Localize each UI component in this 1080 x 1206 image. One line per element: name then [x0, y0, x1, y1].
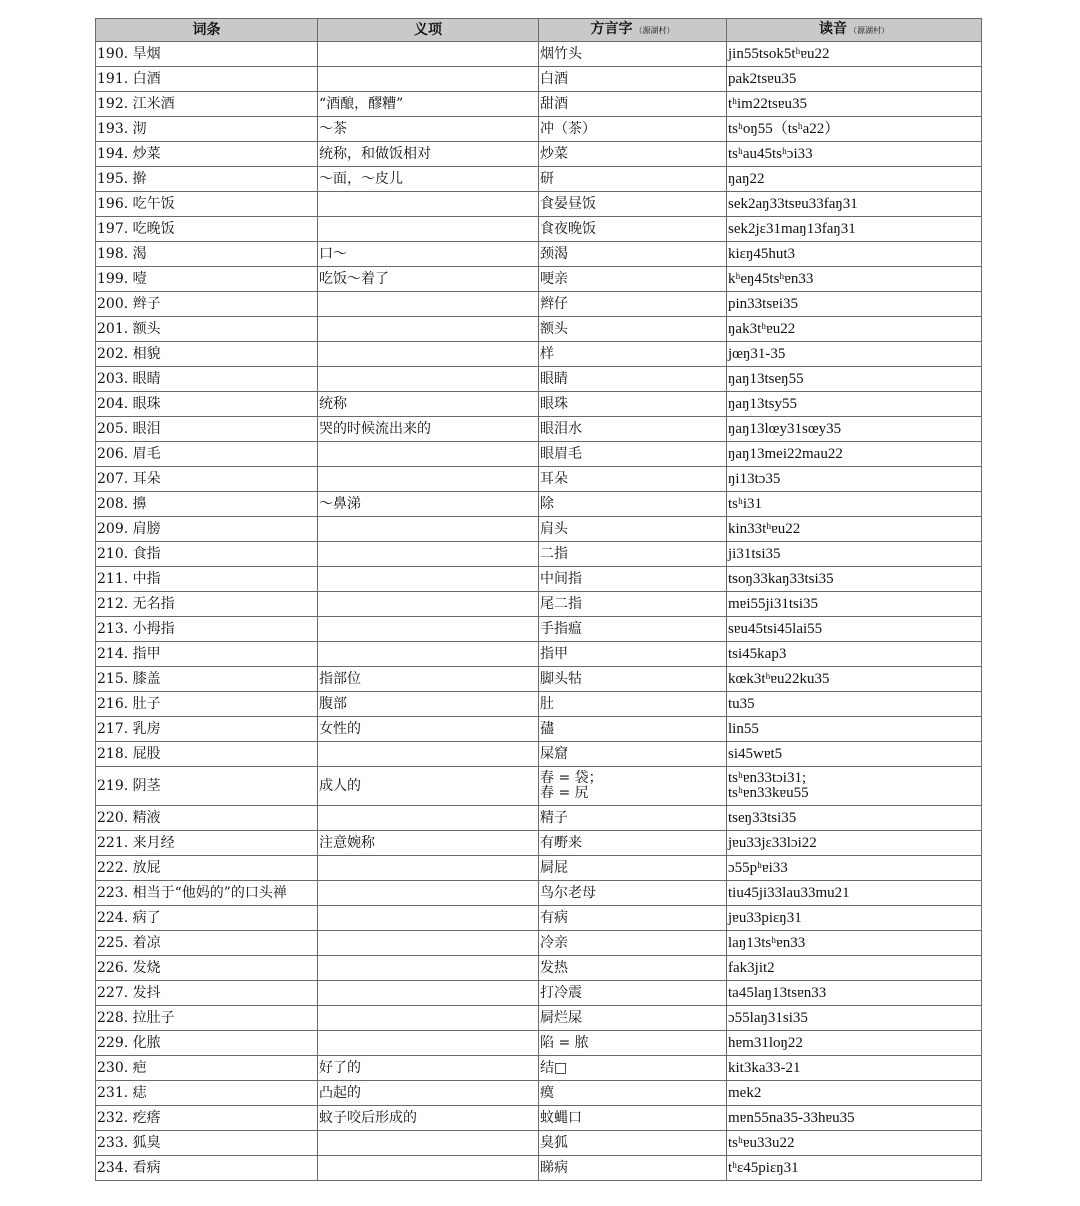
- pronunciation-cell: kœk3tʰɐu22ku35: [727, 667, 982, 692]
- sense-cell: [318, 192, 539, 217]
- entry-cell: 197. 吃晚饭: [96, 217, 318, 242]
- sense-cell: [318, 881, 539, 906]
- table-body: [96, 42, 982, 1181]
- sense-cell: 指部位: [318, 667, 539, 692]
- table-row: [96, 117, 982, 142]
- entry-cell: 215. 膝盖: [96, 667, 318, 692]
- header-sense: 义项: [318, 19, 539, 42]
- dialect-char-cell: 瘼: [539, 1081, 727, 1106]
- entry-cell: 232. 疙瘩: [96, 1106, 318, 1131]
- sense-cell: [318, 1131, 539, 1156]
- entry-cell: 206. 眉毛: [96, 442, 318, 467]
- sense-cell: [318, 567, 539, 592]
- entry-cell: 219. 阴茎: [96, 767, 318, 806]
- entry-cell: 194. 炒菜: [96, 142, 318, 167]
- dialect-char-cell: 食夜晚饭: [539, 217, 727, 242]
- entry-cell: 221. 来月经: [96, 831, 318, 856]
- pronunciation-cell: kʰeŋ45tsʰɐn33: [727, 267, 982, 292]
- pronunciation-cell: tsʰau45tsʰɔi33: [727, 142, 982, 167]
- table-row: [96, 856, 982, 881]
- dialect-char-cell: 眼泪水: [539, 417, 727, 442]
- pronunciation-cell: tu35: [727, 692, 982, 717]
- table-row: [96, 806, 982, 831]
- entry-cell: 212. 无名指: [96, 592, 318, 617]
- pronunciation-cell: tseŋ33tsi35: [727, 806, 982, 831]
- pronunciation-cell: tsʰɐu33u22: [727, 1131, 982, 1156]
- table-header-row: [96, 19, 982, 42]
- sense-cell: 注意婉称: [318, 831, 539, 856]
- pronunciation-cell: sɐu45tsi45lai55: [727, 617, 982, 642]
- dialect-char-cell: 有病: [539, 906, 727, 931]
- entry-cell: 233. 狐臭: [96, 1131, 318, 1156]
- entry-cell: 191. 白酒: [96, 67, 318, 92]
- dialect-char-cell: 额头: [539, 317, 727, 342]
- entry-cell: 226. 发烧: [96, 956, 318, 981]
- table-row: [96, 667, 982, 692]
- pronunciation-cell: mɐn55na35-33hɐu35: [727, 1106, 982, 1131]
- dialect-char-cell: 鸟尔老母: [539, 881, 727, 906]
- sense-cell: 统称: [318, 392, 539, 417]
- table-row: [96, 42, 982, 67]
- entry-cell: 220. 精液: [96, 806, 318, 831]
- table-row: [96, 1106, 982, 1131]
- pronunciation-cell: tsoŋ33kaŋ33tsi35: [727, 567, 982, 592]
- entry-cell: 199. 噎: [96, 267, 318, 292]
- table-row: [96, 267, 982, 292]
- dialect-char-cell: 精子: [539, 806, 727, 831]
- entry-cell: 209. 肩膀: [96, 517, 318, 542]
- dialect-char-cell: 脚头牯: [539, 667, 727, 692]
- dialect-char-cell: 肚: [539, 692, 727, 717]
- sense-cell: ～面，～皮儿: [318, 167, 539, 192]
- sense-cell: [318, 442, 539, 467]
- sense-cell: [318, 67, 539, 92]
- sense-cell: [318, 367, 539, 392]
- dialect-word-table: [95, 18, 982, 1181]
- pronunciation-cell: ŋaŋ13mei22mau22: [727, 442, 982, 467]
- sense-cell: 好了的: [318, 1056, 539, 1081]
- sense-cell: 蚊子咬后形成的: [318, 1106, 539, 1131]
- dialect-char-cell: 结□: [539, 1056, 727, 1081]
- sense-cell: 腹部: [318, 692, 539, 717]
- entry-cell: 208. 擤: [96, 492, 318, 517]
- dialect-char-cell: 除: [539, 492, 727, 517]
- dialect-char-cell: 打冷震: [539, 981, 727, 1006]
- table-row: [96, 517, 982, 542]
- dialect-char-cell: 屙屁: [539, 856, 727, 881]
- entry-cell: 229. 化脓: [96, 1031, 318, 1056]
- dialect-char-cell: 炒菜: [539, 142, 727, 167]
- pronunciation-cell: sek2jɛ31maŋ13faŋ31: [727, 217, 982, 242]
- entry-cell: 211. 中指: [96, 567, 318, 592]
- dialect-char-cell: 二指: [539, 542, 727, 567]
- table-row: [96, 931, 982, 956]
- entry-cell: 203. 眼睛: [96, 367, 318, 392]
- pronunciation-cell: tsʰɐn33tɔi31; tsʰɐn33kɐu55: [727, 767, 982, 806]
- table-row: [96, 317, 982, 342]
- pronunciation-cell: pin33tsɐi35: [727, 292, 982, 317]
- sense-cell: [318, 742, 539, 767]
- pronunciation-cell: mɐi55ji31tsi35: [727, 592, 982, 617]
- dialect-char-cell: 孻: [539, 717, 727, 742]
- table-row: [96, 442, 982, 467]
- table-row: [96, 906, 982, 931]
- sense-cell: 成人的: [318, 767, 539, 806]
- dialect-char-cell: 甜酒: [539, 92, 727, 117]
- dialect-char-cell: 春 = 袋； 春 = 尻: [539, 767, 727, 806]
- pronunciation-cell: tiu45ji33lau33mu21: [727, 881, 982, 906]
- pronunciation-cell: jin55tsok5tʰɐu22: [727, 42, 982, 67]
- dialect-char-cell: 蚊蝿口: [539, 1106, 727, 1131]
- dialect-char-cell: 有嘢来: [539, 831, 727, 856]
- table-row: [96, 956, 982, 981]
- pronunciation-cell: tʰɛ45piɛŋ31: [727, 1156, 982, 1181]
- table-row: [96, 717, 982, 742]
- sense-cell: 哭的时候流出来的: [318, 417, 539, 442]
- sense-cell: [318, 542, 539, 567]
- sense-cell: [318, 931, 539, 956]
- pronunciation-cell: kit3ka33-21: [727, 1056, 982, 1081]
- pronunciation-cell: ta45laŋ13tsɐn33: [727, 981, 982, 1006]
- sense-cell: ～茶: [318, 117, 539, 142]
- entry-cell: 230. 疤: [96, 1056, 318, 1081]
- dialect-char-cell: 白酒: [539, 67, 727, 92]
- dialect-char-cell: 冲（茶）: [539, 117, 727, 142]
- sense-cell: [318, 42, 539, 67]
- table-row: [96, 881, 982, 906]
- table-row: [96, 1006, 982, 1031]
- dialect-char-cell: 烟竹头: [539, 42, 727, 67]
- pronunciation-cell: ŋaŋ13tseŋ55: [727, 367, 982, 392]
- dialect-char-cell: 睇病: [539, 1156, 727, 1181]
- entry-cell: 213. 小拇指: [96, 617, 318, 642]
- entry-cell: 217. 乳房: [96, 717, 318, 742]
- pronunciation-cell: tsʰoŋ55（tsʰa22）: [727, 117, 982, 142]
- header-entry: 词条: [96, 19, 318, 42]
- pronunciation-cell: ŋak3tʰɐu22: [727, 317, 982, 342]
- entry-cell: 218. 屁股: [96, 742, 318, 767]
- dialect-char-cell: 哽亲: [539, 267, 727, 292]
- entry-cell: 204. 眼珠: [96, 392, 318, 417]
- pronunciation-cell: sek2aŋ33tsɐu33faŋ31: [727, 192, 982, 217]
- pronunciation-cell: jɐu33piɛŋ31: [727, 906, 982, 931]
- table-row: [96, 1031, 982, 1056]
- dialect-char-cell: 眼睛: [539, 367, 727, 392]
- entry-cell: 192. 江米酒: [96, 92, 318, 117]
- sense-cell: 女性的: [318, 717, 539, 742]
- entry-cell: 202. 相貌: [96, 342, 318, 367]
- sense-cell: [318, 956, 539, 981]
- entry-cell: 224. 病了: [96, 906, 318, 931]
- sense-cell: [318, 467, 539, 492]
- table-row: [96, 642, 982, 667]
- pronunciation-cell: mek2: [727, 1081, 982, 1106]
- sense-cell: [318, 342, 539, 367]
- entry-cell: 201. 额头: [96, 317, 318, 342]
- sense-cell: [318, 517, 539, 542]
- sense-cell: 凸起的: [318, 1081, 539, 1106]
- header-dialect-char: 方言字 （源湖村）: [539, 19, 727, 42]
- pronunciation-cell: kiɛŋ45hut3: [727, 242, 982, 267]
- table-row: [96, 1081, 982, 1106]
- table-row: [96, 92, 982, 117]
- sense-cell: [318, 592, 539, 617]
- pronunciation-cell: pak2tsɐu35: [727, 67, 982, 92]
- header-pronunciation: 读音 （源湖村）: [727, 19, 982, 42]
- table-row: [96, 367, 982, 392]
- table-row: [96, 831, 982, 856]
- entry-cell: 205. 眼泪: [96, 417, 318, 442]
- dialect-char-cell: 眼眉毛: [539, 442, 727, 467]
- table-row: [96, 981, 982, 1006]
- table-row: [96, 567, 982, 592]
- entry-cell: 210. 食指: [96, 542, 318, 567]
- dialect-char-cell: 肩头: [539, 517, 727, 542]
- dialect-char-cell: 陷 = 脓: [539, 1031, 727, 1056]
- table-row: [96, 767, 982, 806]
- pronunciation-cell: lin55: [727, 717, 982, 742]
- table-row: [96, 1131, 982, 1156]
- table-row: [96, 167, 982, 192]
- entry-cell: 225. 着凉: [96, 931, 318, 956]
- table-row: [96, 67, 982, 92]
- entry-cell: 196. 吃午饭: [96, 192, 318, 217]
- sense-cell: [318, 1156, 539, 1181]
- sense-cell: [318, 617, 539, 642]
- entry-cell: 195. 擀: [96, 167, 318, 192]
- entry-cell: 222. 放屁: [96, 856, 318, 881]
- vocabulary-sheet: [95, 18, 981, 1181]
- dialect-char-cell: 屙烂屎: [539, 1006, 727, 1031]
- dialect-char-cell: 眼珠: [539, 392, 727, 417]
- dialect-char-cell: 食晏昼饭: [539, 192, 727, 217]
- entry-cell: 198. 渴: [96, 242, 318, 267]
- pronunciation-cell: tʰim22tsɐu35: [727, 92, 982, 117]
- sense-cell: [318, 856, 539, 881]
- entry-cell: 227. 发抖: [96, 981, 318, 1006]
- pronunciation-cell: hɐm31loŋ22: [727, 1031, 982, 1056]
- pronunciation-cell: ɔ55laŋ31si35: [727, 1006, 982, 1031]
- dialect-char-cell: 屎窟: [539, 742, 727, 767]
- dialect-char-cell: 辫仔: [539, 292, 727, 317]
- sense-cell: 口～: [318, 242, 539, 267]
- table-row: [96, 1156, 982, 1181]
- entry-cell: 214. 指甲: [96, 642, 318, 667]
- entry-cell: 223. 相当于“他妈的”的口头禅: [96, 881, 318, 906]
- table-row: [96, 592, 982, 617]
- pronunciation-cell: tsi45kap3: [727, 642, 982, 667]
- dialect-char-cell: 中间指: [539, 567, 727, 592]
- dialect-char-cell: 研: [539, 167, 727, 192]
- table-row: [96, 617, 982, 642]
- sense-cell: [318, 906, 539, 931]
- sense-cell: [318, 981, 539, 1006]
- table-row: [96, 417, 982, 442]
- dialect-char-cell: 样: [539, 342, 727, 367]
- table-row: [96, 192, 982, 217]
- table-row: [96, 742, 982, 767]
- sense-cell: [318, 806, 539, 831]
- pronunciation-cell: kin33tʰɐu22: [727, 517, 982, 542]
- pronunciation-cell: ŋaŋ13lœy31sœy35: [727, 417, 982, 442]
- table-row: [96, 492, 982, 517]
- table-row: [96, 542, 982, 567]
- entry-cell: 231. 痣: [96, 1081, 318, 1106]
- dialect-char-cell: 颈渴: [539, 242, 727, 267]
- table-row: [96, 142, 982, 167]
- dialect-char-cell: 臭狐: [539, 1131, 727, 1156]
- sense-cell: 吃饭～着了: [318, 267, 539, 292]
- table-row: [96, 692, 982, 717]
- entry-cell: 200. 辫子: [96, 292, 318, 317]
- sense-cell: [318, 292, 539, 317]
- pronunciation-cell: jɐu33jɛ33lɔi22: [727, 831, 982, 856]
- pronunciation-cell: tsʰi31: [727, 492, 982, 517]
- dialect-char-cell: 尾二指: [539, 592, 727, 617]
- dialect-char-cell: 发热: [539, 956, 727, 981]
- pronunciation-cell: fak3jit2: [727, 956, 982, 981]
- dialect-char-cell: 手指瘟: [539, 617, 727, 642]
- sense-cell: [318, 1031, 539, 1056]
- entry-cell: 234. 看病: [96, 1156, 318, 1181]
- sense-cell: [318, 642, 539, 667]
- table-row: [96, 392, 982, 417]
- table-row: [96, 342, 982, 367]
- header-pronunciation-note: （源湖村）: [849, 26, 889, 35]
- entry-cell: 193. 沏: [96, 117, 318, 142]
- pronunciation-cell: laŋ13tsʰɐn33: [727, 931, 982, 956]
- pronunciation-cell: ŋaŋ13tsy55: [727, 392, 982, 417]
- header-dialect-char-note: （源湖村）: [634, 26, 675, 35]
- pronunciation-cell: si45wɐt5: [727, 742, 982, 767]
- pronunciation-cell: ji31tsi35: [727, 542, 982, 567]
- entry-cell: 190. 旱烟: [96, 42, 318, 67]
- table-row: [96, 217, 982, 242]
- dialect-char-cell: 指甲: [539, 642, 727, 667]
- entry-cell: 216. 肚子: [96, 692, 318, 717]
- sense-cell: “酒酿，醪糟”: [318, 92, 539, 117]
- dialect-char-cell: 冷亲: [539, 931, 727, 956]
- table-row: [96, 1056, 982, 1081]
- sense-cell: ～鼻涕: [318, 492, 539, 517]
- sense-cell: 统称，和做饭相对: [318, 142, 539, 167]
- dialect-char-cell: 耳朵: [539, 467, 727, 492]
- entry-cell: 207. 耳朵: [96, 467, 318, 492]
- pronunciation-cell: ŋi13tɔ35: [727, 467, 982, 492]
- pronunciation-cell: jœŋ31-35: [727, 342, 982, 367]
- table-row: [96, 292, 982, 317]
- sense-cell: [318, 1006, 539, 1031]
- table-row: [96, 467, 982, 492]
- pronunciation-cell: ŋaŋ22: [727, 167, 982, 192]
- sense-cell: [318, 217, 539, 242]
- table-row: [96, 242, 982, 267]
- entry-cell: 228. 拉肚子: [96, 1006, 318, 1031]
- sense-cell: [318, 317, 539, 342]
- pronunciation-cell: ɔ55pʰɐi33: [727, 856, 982, 881]
